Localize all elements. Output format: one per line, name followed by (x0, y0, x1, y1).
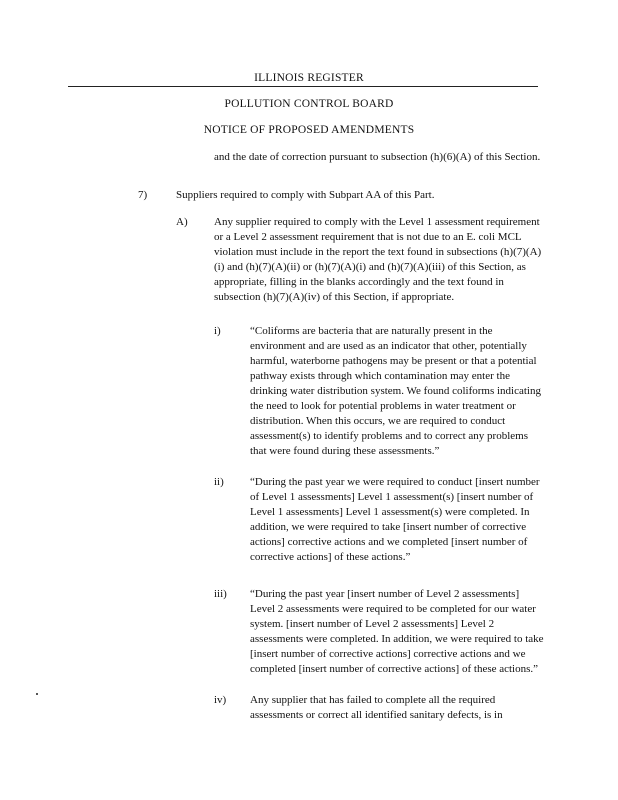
sub-iv-label: iv) (214, 694, 227, 706)
item-a-label: A) (176, 216, 188, 228)
header-rule (68, 86, 538, 87)
board-title: POLLUTION CONTROL BOARD (224, 98, 394, 110)
item-7-label: 7) (138, 189, 148, 201)
scan-speck (36, 693, 38, 695)
sub-iv-text: Any supplier that has failed to complete all the required assessments or correct all identified sanitary defects, is in (250, 694, 503, 721)
sub-ii-text: “During the past year we were required to conduct [insert number of Level 1 assessments] Level 1 assessment(s) [insert number of Level 1 assessments] Level 1 assessment(s) were completed. In addition, we were required to take [insert number of corrective actions] corrective actions and we completed [insert number of corrective actions] of these actions.” (250, 476, 540, 563)
sub-i-label: i) (214, 325, 221, 337)
notice-title: NOTICE OF PROPOSED AMENDMENTS (203, 124, 415, 136)
item-a-text: Any supplier required to comply with the Level 1 assessment requirement or a Level 2 assessment requirement that is not due to an E. coli MCL violation must include in the report the text found in subsections (h)(7)(A)(i) and (h)(7)(A)(ii) or (h)(7)(A)(i) and (h)(7)(A)(iii) of this Section, as appropriate, filling in the blanks accordingly and the text found in subsection (h)(7)(A)(iv) of this Section, if appropriate. (214, 216, 542, 303)
sub-i-text: “Coliforms are bacteria that are naturally present in the environment and are used as an indicator that other, potentially harmful, waterborne pathogens may be present or that a potential pathway exists through which contamination may enter the drinking water distribution system. We found coliforms indicating the need to look for potential problems in water treatment or distribution. When this occurs, we are required to conduct assessment(s) to identify problems and to correct any problems that were found during these assessments.” (250, 325, 541, 457)
sub-iii-text: “During the past year [insert number of Level 2 assessments] Level 2 assessments were required to be completed for our water system. [insert number of Level 2 assessments] Level 2 assessments were completed. In addition, we were required to take [insert number of corrective actions] corrective actions and we completed [insert number of corrective actions] of these actions.” (250, 588, 544, 675)
continuation-text: and the date of correction pursuant to subsection (h)(6)(A) of this Section. (214, 151, 541, 163)
sub-ii-label: ii) (214, 476, 224, 488)
sub-iii-label: iii) (214, 588, 227, 600)
register-title: ILLINOIS REGISTER (254, 72, 364, 84)
item-7-text: Suppliers required to comply with Subpart AA of this Part. (176, 189, 435, 201)
